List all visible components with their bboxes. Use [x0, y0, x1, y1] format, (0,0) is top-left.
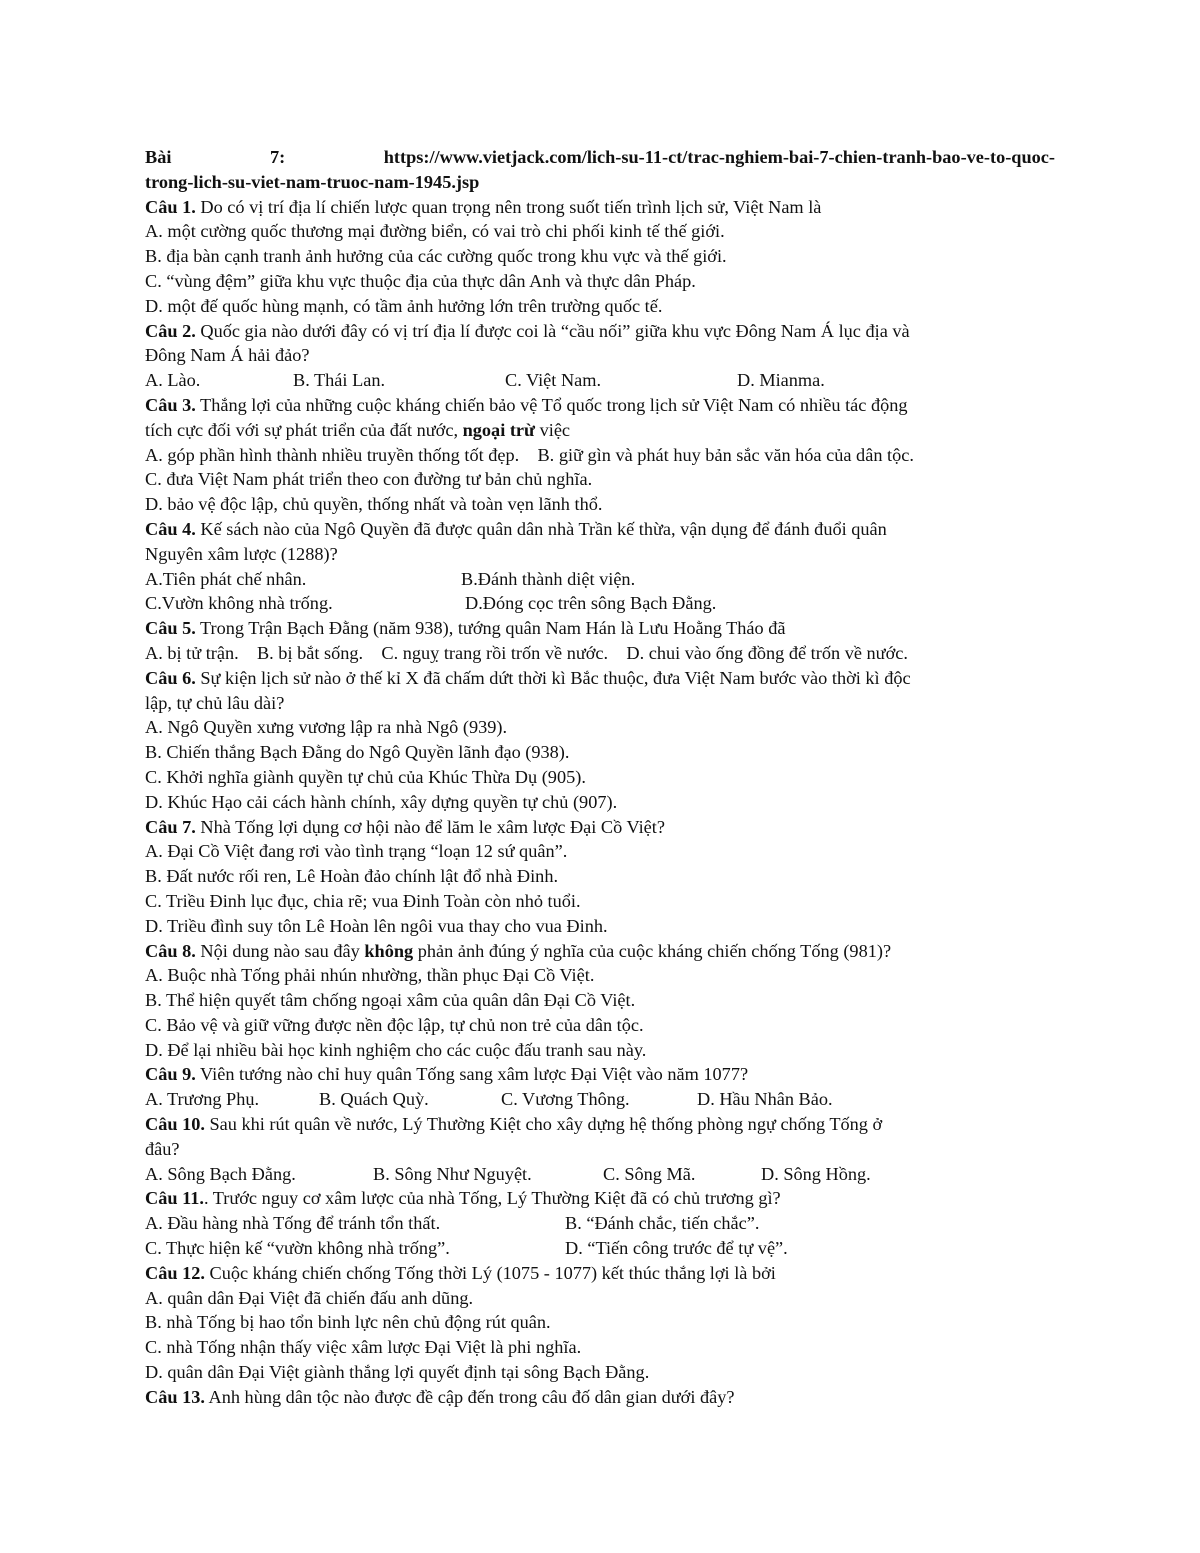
q10-options — [145, 1162, 1055, 1187]
q3-option-c: C. đưa Việt Nam phát triển theo con đường tư bản chủ nghĩa. — [145, 469, 593, 490]
question-11 — [145, 1186, 1055, 1211]
question-text: phản ảnh đúng ý nghĩa của cuộc kháng chiến chống Tống (981)? — [413, 940, 892, 961]
q1-option-b: B. địa bàn cạnh tranh ảnh hưởng của các cường quốc trong khu vực và thế giới. — [145, 246, 727, 267]
question-text: Viên tướng nào chỉ huy quân Tống sang xâm lược Đại Việt vào năm 1077? — [195, 1064, 749, 1085]
q8-option-d: D. Để lại nhiều bài học kinh nghiệm cho các cuộc đấu tranh sau này. — [145, 1039, 647, 1060]
q2-options — [145, 368, 1055, 393]
question-4 — [145, 517, 1055, 542]
q2-option-c: C. Việt Nam. — [505, 370, 602, 391]
question-3 — [145, 393, 1055, 418]
question-text: . Trước nguy cơ xâm lược của nhà Tống, Lý Thường Kiệt đã có chủ trương gì? — [203, 1188, 781, 1209]
q3-option-ab: A. góp phần hình thành nhiều truyền thống tốt đẹp. B. giữ gìn và phát huy bản sắc văn hóa của dân tộc. — [145, 444, 914, 465]
q10-option-a: A. Sông Bạch Đằng. — [145, 1163, 296, 1184]
q10-option-c: C. Sông Mã. — [603, 1163, 696, 1184]
q6-option-a: A. Ngô Quyền xưng vương lập ra nhà Ngô (939). — [145, 717, 508, 738]
question-text: Nội dung nào sau đây — [195, 940, 365, 961]
question-label: Câu 13. — [145, 1386, 205, 1407]
question-text: Trong Trận Bạch Đằng (năm 938), tướng quân Nam Hán là Lưu Hoằng Tháo đã — [195, 618, 786, 639]
q12-option-a: A. quân dân Đại Việt đã chiến đấu anh dũng. — [145, 1287, 474, 1308]
q11-option-a: A. Đầu hàng nhà Tống để tránh tổn thất. — [145, 1213, 441, 1234]
q2-option-d: D. Mianma. — [737, 370, 825, 391]
question-10 — [145, 1112, 1055, 1137]
question-text: Nhà Tống lợi dụng cơ hội nào để lăm le xâm lược Đại Cồ Việt? — [195, 816, 665, 837]
question-2 — [145, 319, 1055, 344]
q9-option-a: A. Trương Phụ. — [145, 1089, 260, 1110]
q9-option-c: C. Vương Thông. — [501, 1089, 630, 1110]
q4-option-d: D.Đóng cọc trên sông Bạch Đằng. — [465, 593, 717, 614]
question-13 — [145, 1385, 1055, 1410]
q1-option-d: D. một đế quốc hùng mạnh, có tầm ảnh hưởng lớn trên trường quốc tế. — [145, 295, 663, 316]
question-8 — [145, 939, 1055, 964]
q4-options-cd — [145, 591, 1055, 616]
lesson-header — [145, 145, 1055, 170]
q1-option-c: C. “vùng đệm” giữa khu vực thuộc địa của thực dân Anh và thực dân Pháp. — [145, 270, 696, 291]
q5-options: A. bị tử trận. B. bị bắt sống. C. nguỵ trang rồi trốn về nước. D. chui vào ống đồng để trốn về nước. — [145, 642, 908, 663]
question-6 — [145, 666, 1055, 691]
q11-option-b: B. “Đánh chắc, tiến chắc”. — [565, 1213, 760, 1234]
q11-options-cd — [145, 1236, 1055, 1261]
emphasis-text: không — [364, 940, 414, 961]
q11-option-c: C. Thực hiện kế “vườn không nhà trống”. — [145, 1238, 450, 1259]
question-2-cont: Đông Nam Á hải đảo? — [145, 345, 310, 366]
question-text: tích cực đối với sự phát triển của đất nước, — [145, 419, 463, 440]
question-label: Câu 12. — [145, 1262, 205, 1283]
question-label: Câu 4. — [145, 518, 196, 539]
question-label: Câu 1. — [145, 196, 196, 217]
q4-option-a: A.Tiên phát chế nhân. — [145, 568, 307, 589]
q6-option-d: D. Khúc Hạo cải cách hành chính, xây dựng quyền tự chủ (907). — [145, 791, 618, 812]
q7-option-a: A. Đại Cồ Việt đang rơi vào tình trạng “loạn 12 sứ quân”. — [145, 841, 568, 862]
q9-option-d: D. Hầu Nhân Bảo. — [697, 1089, 833, 1110]
question-5 — [145, 616, 1055, 641]
question-label: Câu 3. — [145, 394, 196, 415]
q4-option-b: B.Đánh thành diệt viện. — [461, 568, 636, 589]
q8-option-b: B. Thể hiện quyết tâm chống ngoại xâm của quân dân Đại Cồ Việt. — [145, 990, 636, 1011]
question-9 — [145, 1062, 1055, 1087]
question-text: Sự kiện lịch sử nào ở thế kỉ X đã chấm dứt thời kì Bắc thuộc, đưa Việt Nam bước vào thời kì độc — [195, 667, 911, 688]
q3-option-d: D. bảo vệ độc lập, chủ quyền, thống nhất và toàn vẹn lãnh thổ. — [145, 494, 603, 515]
question-6-cont: lập, tự chủ lâu dài? — [145, 692, 285, 713]
question-text: Anh hùng dân tộc nào được đề cập đến trong câu đố dân gian dưới đây? — [204, 1386, 735, 1407]
question-label: Câu 5. — [145, 618, 196, 639]
q7-option-d: D. Triều đình suy tôn Lê Hoàn lên ngôi vua thay cho vua Đinh. — [145, 915, 608, 936]
q12-option-d: D. quân dân Đại Việt giành thắng lợi quyết định tại sông Bạch Đằng. — [145, 1362, 650, 1383]
question-label: Câu 6. — [145, 667, 196, 688]
question-7 — [145, 815, 1055, 840]
emphasis-text: ngoại trừ — [462, 419, 536, 440]
q11-options-ab — [145, 1211, 1055, 1236]
question-text: Cuộc kháng chiến chống Tống thời Lý (1075 - 1077) kết thúc thắng lợi là bởi — [204, 1262, 776, 1283]
q1-option-a: A. một cường quốc thương mại đường biển, có vai trò chi phối kinh tế thế giới. — [145, 221, 725, 242]
question-12 — [145, 1261, 1055, 1286]
question-text: Sau khi rút quân về nước, Lý Thường Kiệt cho xây dựng hệ thống phòng ngự chống Tống ở — [204, 1114, 883, 1135]
document-page — [145, 145, 1055, 1410]
q4-option-c: C.Vườn không nhà trống. — [145, 593, 333, 614]
question-10-cont: đâu? — [145, 1138, 180, 1159]
question-text: việc — [535, 419, 571, 440]
q7-option-c: C. Triều Đinh lục đục, chia rẽ; vua Đinh Toàn còn nhỏ tuổi. — [145, 890, 581, 911]
question-label: Câu 11. — [145, 1188, 204, 1209]
q6-option-c: C. Khởi nghĩa giành quyền tự chủ của Khúc Thừa Dụ (905). — [145, 766, 586, 787]
q4-options-ab — [145, 567, 1055, 592]
lesson-number: 7: — [269, 147, 286, 167]
question-label: Câu 7. — [145, 816, 196, 837]
q12-option-c: C. nhà Tống nhận thấy việc xâm lược Đại Việt là phi nghĩa. — [145, 1337, 582, 1358]
q8-option-c: C. Bảo vệ và giữ vững được nền độc lập, tự chủ non trẻ của dân tộc. — [145, 1014, 644, 1035]
q7-option-b: B. Đất nước rối ren, Lê Hoàn đảo chính lật đổ nhà Đinh. — [145, 866, 559, 887]
question-1 — [145, 195, 1055, 220]
question-text: Do có vị trí địa lí chiến lược quan trọng nên trong suốt tiến trình lịch sử, Việt Nam là — [195, 196, 822, 217]
question-label: Câu 2. — [145, 320, 196, 341]
question-label: Câu 8. — [145, 940, 196, 961]
question-label: Câu 10. — [145, 1114, 205, 1135]
question-label: Câu 9. — [145, 1064, 196, 1085]
q8-option-a: A. Buộc nhà Tống phải nhún nhường, thần phục Đại Cồ Việt. — [145, 965, 595, 986]
question-text: Kế sách nào của Ngô Quyền đã được quân dân nhà Trần kế thừa, vận dụng để đánh đuổi quân — [195, 518, 887, 539]
question-4-cont: Nguyên xâm lược (1288)? — [145, 543, 338, 564]
q9-option-b: B. Quách Quỳ. — [319, 1089, 429, 1110]
lesson-word: Bài — [145, 147, 172, 167]
question-text: Quốc gia nào dưới đây có vị trí địa lí được coi là “cầu nối” giữa khu vực Đông Nam Á lục địa và — [195, 320, 910, 341]
q11-option-d: D. “Tiến công trước để tự vệ”. — [565, 1238, 788, 1259]
lesson-url-part1[interactable]: https://www.vietjack.com/lich-su-11-ct/trac-nghiem-bai-7-chien-tranh-bao-ve-to-quoc- — [383, 147, 1055, 167]
q9-options — [145, 1087, 1055, 1112]
question-3-cont — [145, 418, 1055, 443]
q2-option-a: A. Lào. — [145, 370, 201, 391]
q10-option-b: B. Sông Như Nguyệt. — [373, 1163, 532, 1184]
question-text: Thắng lợi của những cuộc kháng chiến bảo vệ Tổ quốc trong lịch sử Việt Nam có nhiều tác động — [195, 394, 908, 415]
q2-option-b: B. Thái Lan. — [293, 370, 386, 391]
q12-option-b: B. nhà Tống bị hao tổn binh lực nên chủ động rút quân. — [145, 1312, 551, 1333]
lesson-url-part2[interactable]: trong-lich-su-viet-nam-truoc-nam-1945.jsp — [145, 171, 480, 192]
q10-option-d: D. Sông Hồng. — [761, 1163, 871, 1184]
q6-option-b: B. Chiến thắng Bạch Đằng do Ngô Quyền lãnh đạo (938). — [145, 742, 570, 763]
